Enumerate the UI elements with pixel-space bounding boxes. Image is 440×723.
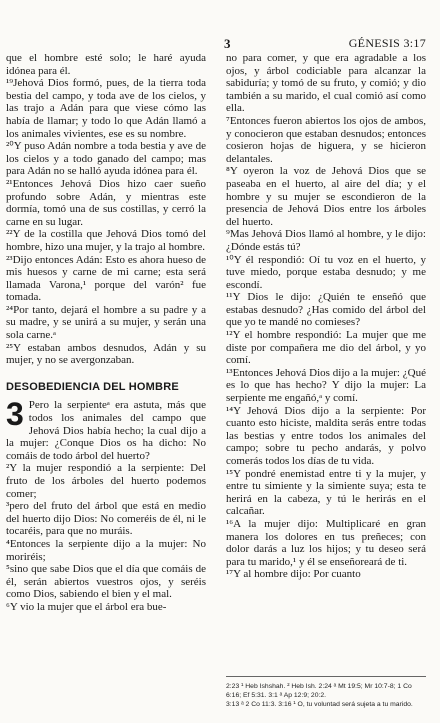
verse-paragraph: ⁴Entonces la serpiente dijo a la mujer: No moriréis; (6, 537, 206, 563)
footnote-line: 3:13 ᵃ 2 Co 11:3. 3:16 ¹ O, tu voluntad será sujeta a tu marido. (226, 701, 413, 708)
verse-paragraph: ²⁵Y estaban ambos desnudos, Adán y su mujer, y no se avergonzaban. (6, 341, 206, 367)
footnotes (226, 682, 426, 709)
verse-paragraph: ⁹Mas Jehová Dios llamó al hombre, y le dijo: ¿Dónde estás tú? (226, 228, 426, 253)
verse-paragraph: ¹⁶A la mujer dijo: Multiplicaré en gran manera los dolores en tus preñeces; con dolor darás a luz los hijos; y tu deseo será para tu marido,¹ y él se enseñoreará de ti. (226, 517, 426, 568)
verse-paragraph: ¹⁹Jehová Dios formó, pues, de la tierra toda bestia del campo, y toda ave de los cielos, y las trajo a Adán para que viese cómo las había de llamar; y todo lo que Adán llamó a los animales vivientes, ese es su nombre. (6, 77, 206, 140)
section-heading: DESOBEDIENCIA DEL HOMBRE (6, 380, 179, 393)
left-column (6, 52, 206, 614)
verse-paragraph: ²¹Entonces Jehová Dios hizo caer sueño profundo sobre Adán, y mientras este dormía, tomó una de sus costillas, y cerró la carne en su lugar. (6, 177, 206, 228)
chapter-opening-paragraph (6, 396, 206, 462)
verse-paragraph: ¹²Y el hombre respondió: La mujer que me diste por compañera me dio del árbol, y yo comí. (226, 329, 426, 367)
verse-paragraph: ²³Dijo entonces Adán: Esto es ahora hueso de mis huesos y carne de mi carne; esta será llamada Varona,¹ porque del varón² fue tomada. (6, 253, 206, 304)
verse-paragraph: ²⁰Y puso Adán nombre a toda bestia y ave de los cielos y a todo ganado del campo; mas para Adán no se halló ayuda idónea para él. (6, 140, 206, 178)
footnote-line: 2:23 ¹ Heb Ishshah. ² Heb Ish. 2:24 ᵃ Mt 19:5; Mr 10:7-8; 1 Co 6:16; Ef 5:31. 3:1 ᵃ Ap 12:9; 20:2. (226, 683, 412, 699)
verse-paragraph: ²⁴Por tanto, dejará el hombre a su padre y a su madre, y se unirá a su mujer, y serán una sola carne.ᵃ (6, 303, 206, 342)
verse-paragraph: ¹⁵Y pondré enemistad entre ti y la mujer, y entre tu simiente y la simiente suya; esta te herirá en la cabeza, y tú le herirás en el calcañar. (226, 467, 426, 518)
verse-paragraph: ⁶Y vio la mujer que el árbol era bue- (6, 600, 167, 613)
verse-paragraph: ⁸Y oyeron la voz de Jehová Dios que se paseaba en el huerto, al aire del día; y el hombre y su mujer se escondieron de la presencia de Jehová Dios entre los árboles del huerto. (226, 165, 426, 228)
verse-paragraph: no para comer, y que era agradable a los ojos, y árbol codiciable para alcanzar la sabiduría; y tomó de su fruto, y comió; y dio también a su marido, el cual comió así como ella. (226, 52, 426, 115)
verse-paragraph: ²Y la mujer respondió a la serpiente: Del fruto de los árboles del huerto podemos comer; (6, 462, 206, 500)
verse-paragraph: que el hombre esté solo; le haré ayuda idónea para él. (6, 52, 206, 77)
verse-paragraph: ⁵sino que sabe Dios que el día que comáis de él, serán abiertos vuestros ojos, y seréis como Dios, sabiendo el bien y el mal. (6, 563, 206, 601)
verse-paragraph: ²²Y de la costilla que Jehová Dios tomó del hombre, hizo una mujer, y la trajo al hombre. (6, 228, 206, 253)
verse-paragraph: ¹⁰Y él respondió: Oí tu voz en el huerto, y tuve miedo, porque estaba desnudo; y me escondí. (226, 253, 426, 291)
verse-paragraph: ³pero del fruto del árbol que está en medio del huerto dijo Dios: No comeréis de él, ni le tocaréis, para que no muráis. (6, 500, 206, 538)
verse-paragraph: ¹³Entonces Jehová Dios dijo a la mujer: ¿Qué es lo que has hecho? Y dijo la mujer: La serpiente me engañó,ᵃ y comí. (226, 366, 426, 405)
footnote-divider (226, 676, 426, 677)
verse-paragraph: ¹⁴Y Jehová Dios dijo a la serpiente: Por cuanto esto hiciste, maldita serás entre todas las bestias y entre todos los animales del campo; sobre tu pecho andarás, y polvo comerás todos los días de tu vida. (226, 404, 426, 467)
verse-paragraph: ⁷Entonces fueron abiertos los ojos de ambos, y conocieron que estaban desnudos; entonces cosieron hojas de higuera, y se hicieron delantales. (226, 114, 426, 165)
chapter-number: 3 (6, 396, 24, 433)
verse-text: Pero la serpienteᵃ era astuta, más que todos los animales del campo que Jehová Dios había hecho; la cual dijo a la mujer: ¿Conque Dios os ha dicho: No comáis de todo árbol del huerto? (6, 399, 206, 462)
page-number: 3 (224, 36, 231, 51)
running-head: GÉNESIS 3:17 (348, 36, 426, 50)
verse-paragraph: ¹¹Y Dios le dijo: ¿Quién te enseñó que estabas desnudo? ¿Has comido del árbol del que yo te mandé no comieses? (226, 291, 426, 329)
right-column (226, 52, 426, 581)
verse-paragraph: ¹⁷Y al hombre dijo: Por cuanto (226, 568, 361, 581)
page-header (14, 36, 426, 52)
